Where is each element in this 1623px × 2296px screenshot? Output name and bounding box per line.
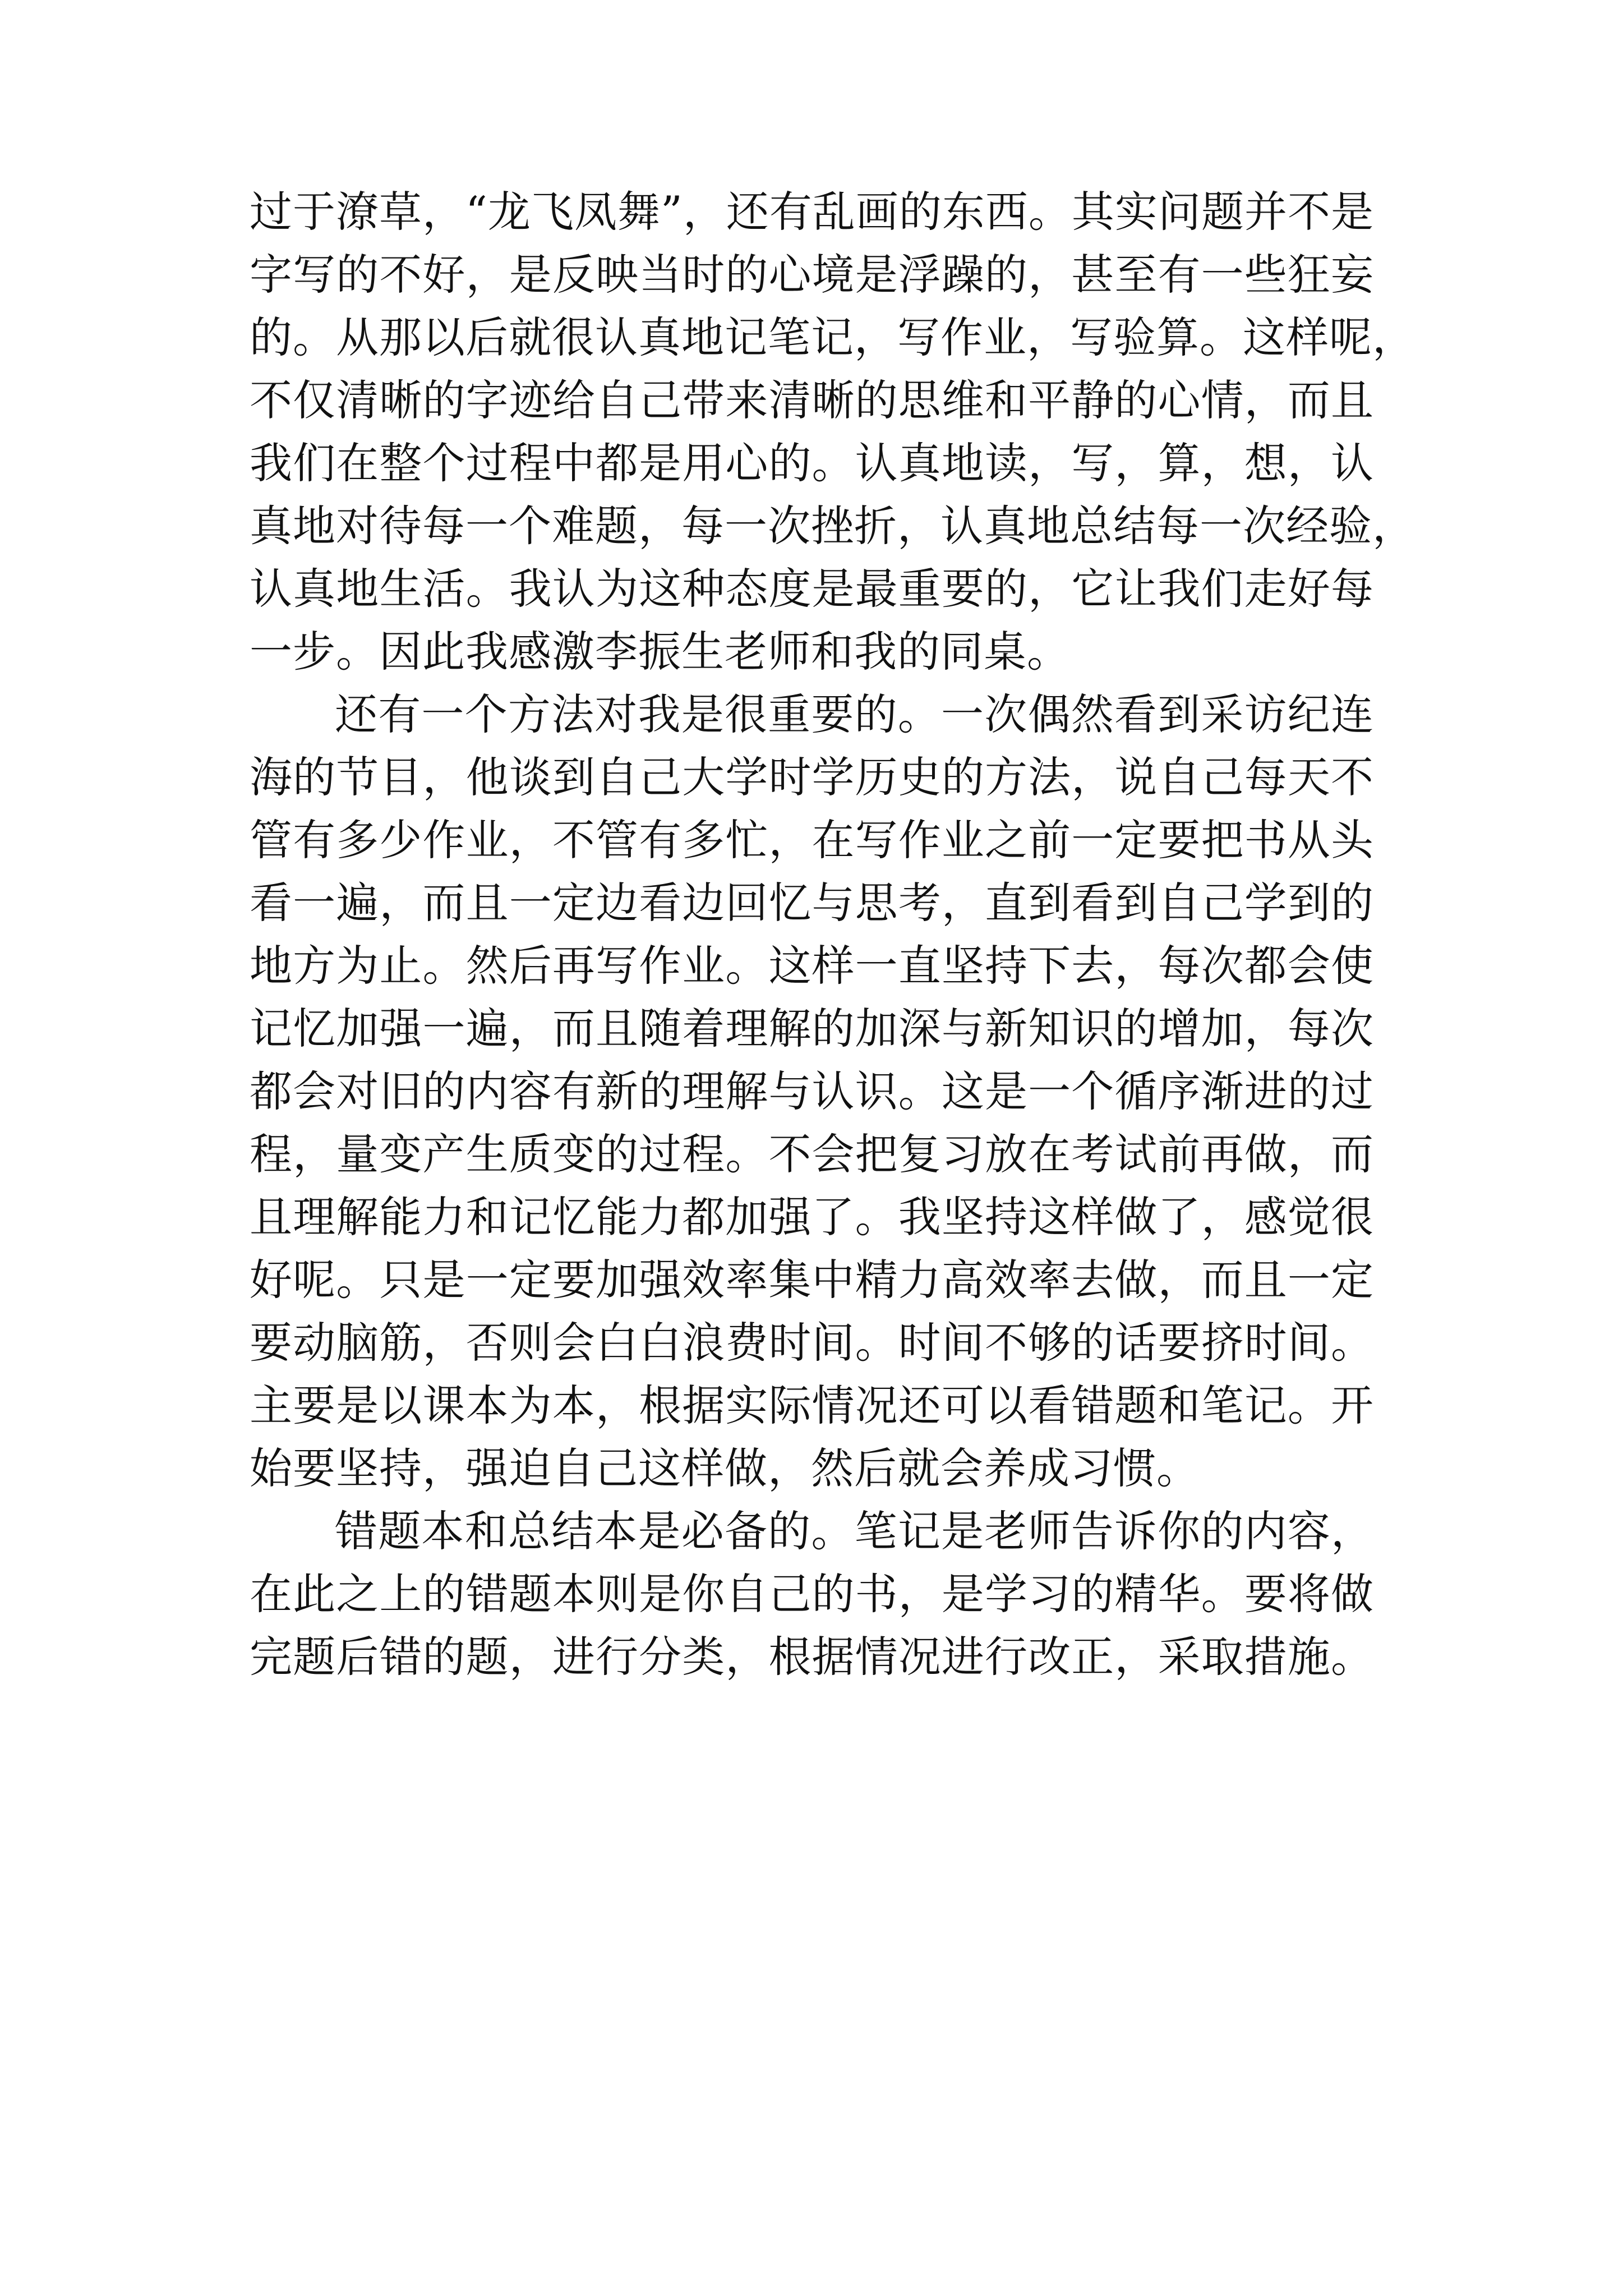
text-line: 真地对待每一个难题，每一次挫折，认真地总结每一次经验，	[250, 501, 1415, 551]
text-line: 完题后错的题，进行分类，根据情况进行改正，采取措施。	[250, 1632, 1374, 1682]
text-line: 始要坚持，强迫自己这样做，然后就会养成习惯。	[250, 1443, 1200, 1493]
text-line: 认真地生活。我认为这种态度是最重要的，它让我们走好每	[250, 564, 1374, 614]
text-line: 错题本和总结本是必备的。笔记是老师告诉你的内容，	[335, 1506, 1374, 1556]
text-line: 要动脑筋，否则会白白浪费时间。时间不够的话要挤时间。	[250, 1318, 1374, 1368]
text-line: 不仅清晰的字迹给自己带来清晰的思维和平静的心情，而且	[250, 375, 1374, 425]
text-line: 好呢。只是一定要加强效率集中精力高效率去做，而且一定	[250, 1255, 1374, 1305]
text-line: 都会对旧的内容有新的理解与认识。这是一个循序渐进的过	[250, 1066, 1374, 1116]
paragraph	[250, 181, 1415, 683]
text-line: 且理解能力和记忆能力都加强了。我坚持这样做了，感觉很	[250, 1192, 1374, 1242]
text-line: 的。从那以后就很认真地记笔记，写作业，写验算。这样呢，	[250, 312, 1415, 362]
paragraph	[250, 683, 1374, 1500]
text-line: 程，量变产生质变的过程。不会把复习放在考试前再做，而	[250, 1129, 1374, 1179]
text-line: 还有一个方法对我是很重要的。一次偶然看到采访纪连	[335, 689, 1374, 739]
text-line: 海的节目，他谈到自己大学时学历史的方法，说自己每天不	[250, 752, 1374, 802]
text-line: 在此之上的错题本则是你自己的书，是学习的精华。要将做	[250, 1569, 1374, 1619]
text-line: 过于潦草，“龙飞凤舞”，还有乱画的东西。其实问题并不是	[250, 187, 1374, 237]
text-line: 管有多少作业，不管有多忙，在写作业之前一定要把书从头	[250, 815, 1374, 865]
text-line: 我们在整个过程中都是用心的。认真地读，写，算，想，认	[250, 438, 1374, 488]
text-line: 地方为止。然后再写作业。这样一直坚持下去，每次都会使	[250, 941, 1374, 991]
text-line: 看一遍，而且一定边看边回忆与思考，直到看到自己学到的	[250, 878, 1374, 928]
body-text	[250, 181, 1415, 1688]
text-line: 一步。因此我感激李振生老师和我的同桌。	[250, 627, 1070, 677]
text-line: 主要是以课本为本，根据实际情况还可以看错题和笔记。开	[250, 1381, 1374, 1430]
text-line: 记忆加强一遍，而且随着理解的加深与新知识的增加，每次	[250, 1004, 1374, 1053]
paragraph	[250, 1500, 1374, 1688]
text-line: 字写的不好，是反映当时的心境是浮躁的，甚至有一些狂妄	[250, 250, 1374, 300]
